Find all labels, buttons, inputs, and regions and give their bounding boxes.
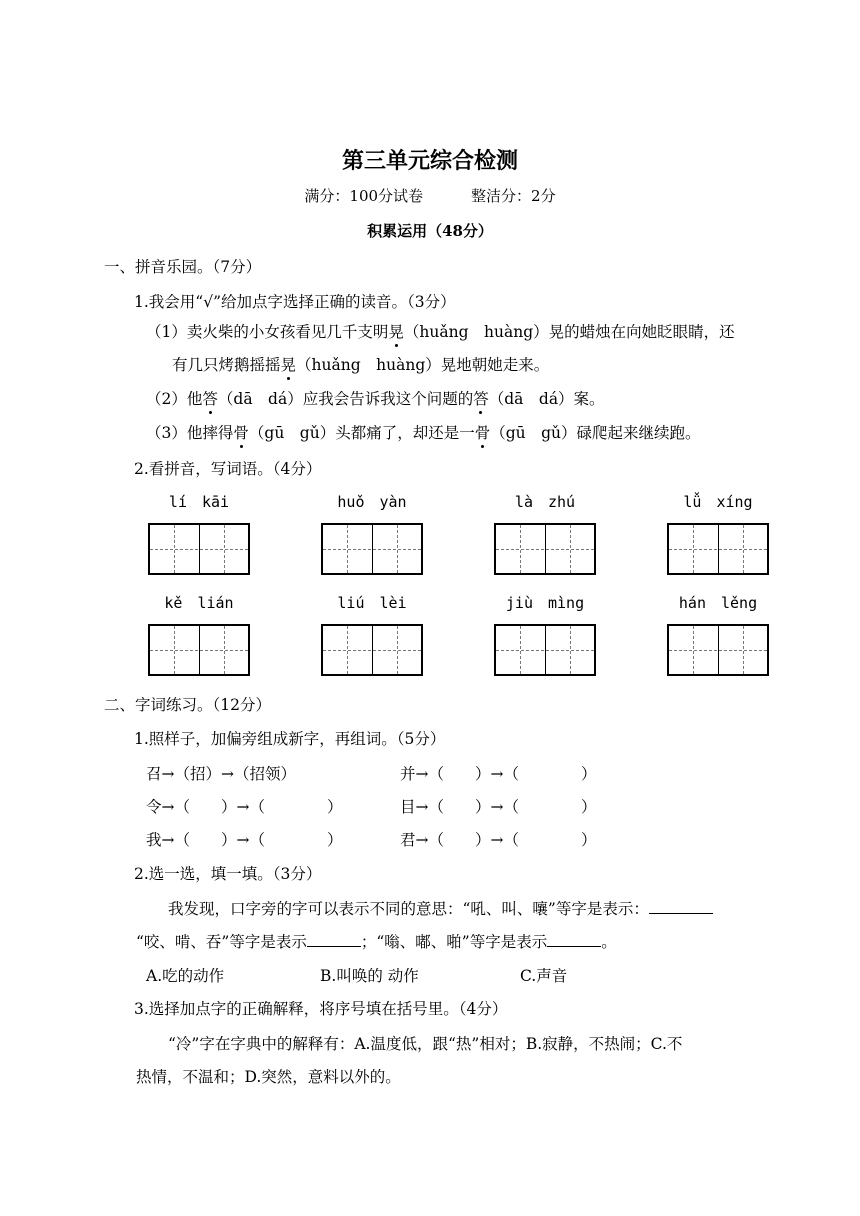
answer-blank[interactable] xyxy=(547,946,601,947)
text: （dā dá）应我会告诉我这个问题的 xyxy=(217,390,474,408)
q2-2-line1 xyxy=(168,897,713,919)
q2-3-line2: 热情，不温和；D.突然，意料以外的。 xyxy=(136,1068,401,1086)
option-a: A.吃的动作 xyxy=(146,967,225,985)
text: “咬、啃、吞”等字是表示 xyxy=(136,933,307,951)
full-score: 满分：100分试卷 xyxy=(304,187,424,205)
dotted-char: 答 xyxy=(473,387,489,409)
writing-grid[interactable] xyxy=(667,523,769,575)
pinyin-label: huǒ yàn xyxy=(337,493,407,511)
radical-item[interactable]: 我→（ ）→（ ） xyxy=(146,831,343,849)
dotted-char: 晃 xyxy=(388,320,404,342)
dotted-char: 答 xyxy=(202,387,218,409)
pinyin-label: lí kāi xyxy=(168,493,230,511)
writing-grid[interactable] xyxy=(494,624,596,676)
q2-2-heading: 2.选一选，填一填。（3分） xyxy=(134,865,322,883)
pinyin-label: jiù mìng xyxy=(505,594,585,612)
text: （3）他摔得 xyxy=(146,424,234,442)
text: （gū gǔ）碌爬起来继续跑。 xyxy=(490,424,701,442)
q1-item2 xyxy=(146,387,605,409)
writing-grid[interactable] xyxy=(321,523,423,575)
q1-item1-line1 xyxy=(146,320,735,342)
section-heading: 积累运用（48分） xyxy=(367,222,493,240)
pinyin-label: lǚ xíng xyxy=(683,493,753,511)
text: （1）卖火柴的小女孩看见几千支明 xyxy=(146,323,389,341)
radical-item[interactable]: 君→（ ）→（ ） xyxy=(400,831,597,849)
dotted-char: 骨 xyxy=(475,421,491,443)
q2-3-heading: 3.选择加点字的正确解释，将序号填在括号里。（4分） xyxy=(134,1000,508,1018)
score-info xyxy=(0,185,860,206)
text: （dā dá）案。 xyxy=(488,390,605,408)
radical-item[interactable]: 并→（ ）→（ ） xyxy=(400,765,597,783)
writing-grid[interactable] xyxy=(667,624,769,676)
dotted-char: 晃 xyxy=(281,353,297,375)
q2-heading: 2.看拼音，写词语。（4分） xyxy=(134,460,322,478)
text: 。 xyxy=(601,933,617,951)
option-b: B.叫唤的 动作 xyxy=(320,967,419,985)
radical-item[interactable]: 目→（ ）→（ ） xyxy=(400,798,597,816)
neatness-score: 整洁分：2分 xyxy=(471,187,556,205)
text: （huǎng huàng）晃地朝她走来。 xyxy=(296,356,550,374)
answer-blank[interactable] xyxy=(307,946,361,947)
pinyin-label: kě lián xyxy=(164,594,234,612)
writing-grid[interactable] xyxy=(148,523,250,575)
writing-grid[interactable] xyxy=(494,523,596,575)
radical-item[interactable]: 令→（ ）→（ ） xyxy=(146,798,343,816)
q1-item3 xyxy=(146,421,701,443)
text: （gū gǔ）头都痛了，却还是一 xyxy=(248,424,475,442)
part1-heading: 一、拼音乐园。（7分） xyxy=(104,258,262,276)
q2-3-line1: “冷”字在字典中的解释有：A.温度低，跟“热”相对；B.寂静，不热闹；C.不 xyxy=(168,1035,683,1053)
text: （2）他 xyxy=(146,390,203,408)
text: 我发现，口字旁的字可以表示不同的意思：“吼、叫、嚷”等字是表示： xyxy=(168,900,649,918)
q1-item1-line2 xyxy=(172,353,549,375)
pinyin-label: liú lèi xyxy=(337,594,407,612)
pinyin-label: là zhú xyxy=(514,493,576,511)
text: ；“嗡、嘟、啪”等字是表示 xyxy=(360,933,548,951)
writing-grid[interactable] xyxy=(321,624,423,676)
writing-grid[interactable] xyxy=(148,624,250,676)
q2-2-line2 xyxy=(136,930,617,952)
pinyin-label: hán lěng xyxy=(678,594,758,612)
text: （huǎng huàng）晃的蜡烛在向她眨眼睛，还 xyxy=(403,323,735,341)
q2-1-heading: 1.照样子，加偏旁组成新字，再组词。（5分） xyxy=(134,730,446,748)
answer-blank[interactable] xyxy=(649,913,713,914)
page-title: 第三单元综合检测 xyxy=(341,148,518,174)
part2-heading: 二、字词练习。（12分） xyxy=(104,696,271,714)
q1-heading: 1.我会用“√”给加点字选择正确的读音。（3分） xyxy=(134,293,456,311)
radical-example: 召→（招）→（招领） xyxy=(146,765,296,783)
text: 有几只烤鹅摇摇 xyxy=(172,356,281,374)
dotted-char: 骨 xyxy=(233,421,249,443)
option-c: C.声音 xyxy=(520,967,568,985)
